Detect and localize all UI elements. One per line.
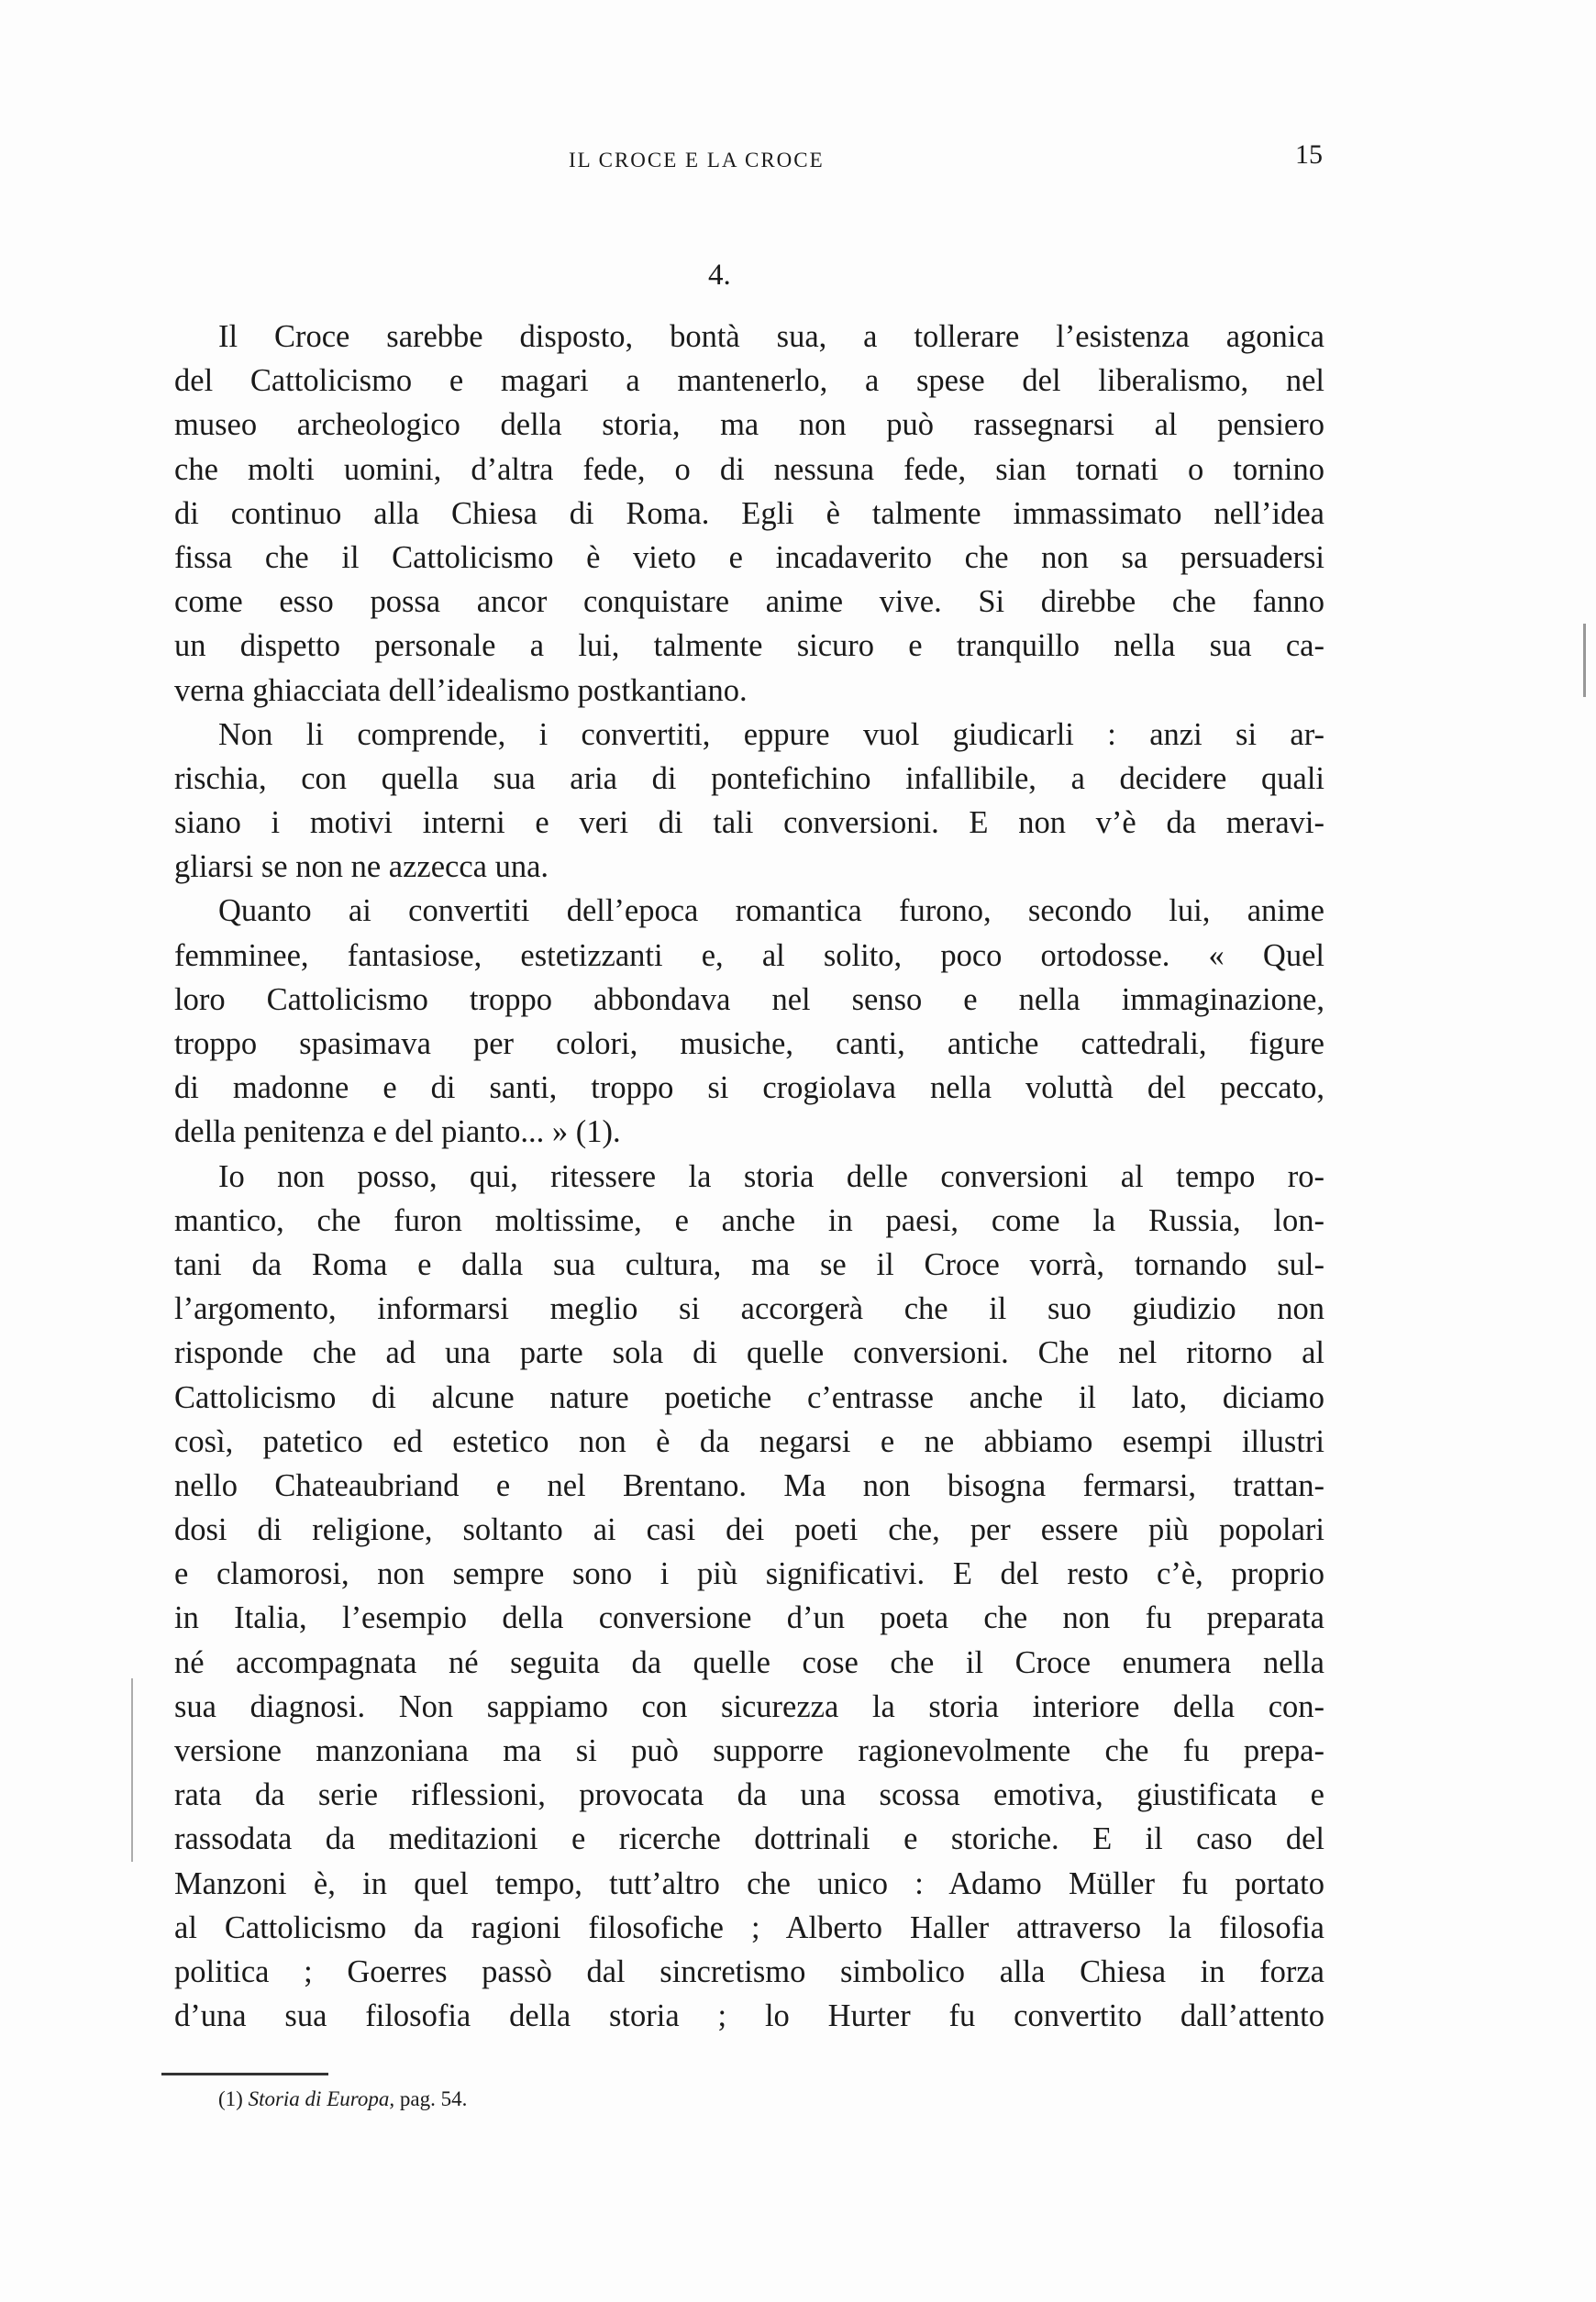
text-line: in Italia, l’esempio della conversione d’un poeta che non fu preparata <box>174 1600 1324 1636</box>
text-line: politica ; Goerres passò dal sincretismo simbolico alla Chiesa in forza <box>174 1953 1324 1989</box>
text-line: rischia, con quella sua aria di pontefichino infallibile, a decidere quali <box>174 760 1324 796</box>
text-line: troppo spasimava per colori, musiche, canti, antiche cattedrali, figure <box>174 1026 1324 1061</box>
text-line: l’argomento, informarsi meglio si accorgerà che il suo giudizio non <box>174 1291 1324 1327</box>
text-line: sua diagnosi. Non sappiamo con sicurezza la storia interiore della con- <box>174 1688 1324 1724</box>
text-line: fissa che il Cattolicismo è vieto e incadaverito che non sa persuadersi <box>174 539 1324 575</box>
section-number: 4. <box>708 259 731 292</box>
text-line: siano i motivi interni e veri di tali conversioni. E non v’è da meravi- <box>174 805 1324 841</box>
text-line: mantico, che furon moltissime, e anche in paesi, come la Russia, lon- <box>174 1202 1324 1238</box>
text-line: così, patetico ed estetico non è da negarsi e ne abbiamo esempi illustri <box>174 1423 1324 1459</box>
text-line: di continuo alla Chiesa di Roma. Egli è talmente immassimato nell’idea <box>174 495 1324 531</box>
text-line: risponde che ad una parte sola di quelle conversioni. Che nel ritorno al <box>174 1335 1324 1371</box>
text-line: un dispetto personale a lui, talmente sicuro e tranquillo nella sua ca- <box>174 628 1324 664</box>
text-line: femminee, fantasiose, estetizzanti e, al solito, poco ortodosse. « Quel <box>174 937 1324 973</box>
text-line: tani da Roma e dalla sua cultura, ma se il Croce vorrà, tornando sul- <box>174 1246 1324 1282</box>
text-line: della penitenza e del pianto... » (1). <box>174 1114 621 1150</box>
text-line: rata da serie riflessioni, provocata da una scossa emotiva, giustificata e <box>174 1777 1324 1813</box>
text-line: del Cattolicismo e magari a mantenerlo, a spese del liberalismo, nel <box>174 363 1324 399</box>
page-number: 15 <box>1295 139 1323 170</box>
footnote-title: Storia di Europa, <box>248 2087 395 2110</box>
text-line: dosi di religione, soltanto ai casi dei poeti che, per essere più popolari <box>174 1512 1324 1548</box>
text-line: rassodata da meditazioni e ricerche dottrinali e storiche. E il caso del <box>174 1821 1324 1857</box>
text-line: gliarsi se non ne azzecca una. <box>174 849 549 885</box>
text-line: che molti uomini, d’altra fede, o di nessuna fede, sian tornati o tornino <box>174 451 1324 487</box>
text-line: Il Croce sarebbe disposto, bontà sua, a tollerare l’esistenza agonica <box>218 319 1324 354</box>
text-line: Io non posso, qui, ritessere la storia delle conversioni al tempo ro- <box>218 1158 1324 1194</box>
text-line: Manzoni è, in quel tempo, tutt’altro che unico : Adamo Müller fu portato <box>174 1865 1324 1901</box>
text-line: né accompagnata né seguita da quelle cose che il Croce enumera nella <box>174 1644 1324 1680</box>
footnote <box>218 2087 467 2111</box>
text-line: Quanto ai convertiti dell’epoca romantica furono, secondo lui, anime <box>218 893 1324 929</box>
running-title: IL CROCE E LA CROCE <box>569 149 825 172</box>
footnote-page: pag. 54. <box>399 2087 468 2110</box>
footnote-marker: (1) <box>218 2087 243 2110</box>
text-line: verna ghiacciata dell’idealismo postkantiano. <box>174 672 748 708</box>
text-line: versione manzoniana ma si può supporre ragionevolmente che fu prepa- <box>174 1733 1324 1768</box>
text-line: Non li comprende, i convertiti, eppure vuol giudicarli : anzi si ar- <box>218 716 1324 752</box>
text-line: loro Cattolicismo troppo abbondava nel senso e nella immaginazione, <box>174 981 1324 1017</box>
text-line: e clamorosi, non sempre sono i più significativi. E del resto c’è, proprio <box>174 1556 1324 1592</box>
text-line: al Cattolicismo da ragioni filosofiche ; Alberto Haller attraverso la filosofia <box>174 1909 1324 1945</box>
text-line: come esso possa ancor conquistare anime vive. Si direbbe che fanno <box>174 584 1324 620</box>
footnote-rule <box>161 2073 328 2075</box>
text-line: di madonne e di santi, troppo si crogiolava nella voluttà del peccato, <box>174 1070 1324 1106</box>
body-text <box>174 315 1324 2038</box>
text-line: d’una sua filosofia della storia ; lo Hurter fu convertito dall’attento <box>174 1998 1324 2034</box>
text-line: museo archeologico della storia, ma non può rassegnarsi al pensiero <box>174 407 1324 443</box>
text-line: nello Chateaubriand e nel Brentano. Ma non bisogna fermarsi, trattan- <box>174 1467 1324 1503</box>
text-line: Cattolicismo di alcune nature poetiche c’entrasse anche il lato, diciamo <box>174 1379 1324 1415</box>
margin-pencil-mark <box>131 1678 136 1862</box>
page-edge-mark <box>1583 624 1586 697</box>
